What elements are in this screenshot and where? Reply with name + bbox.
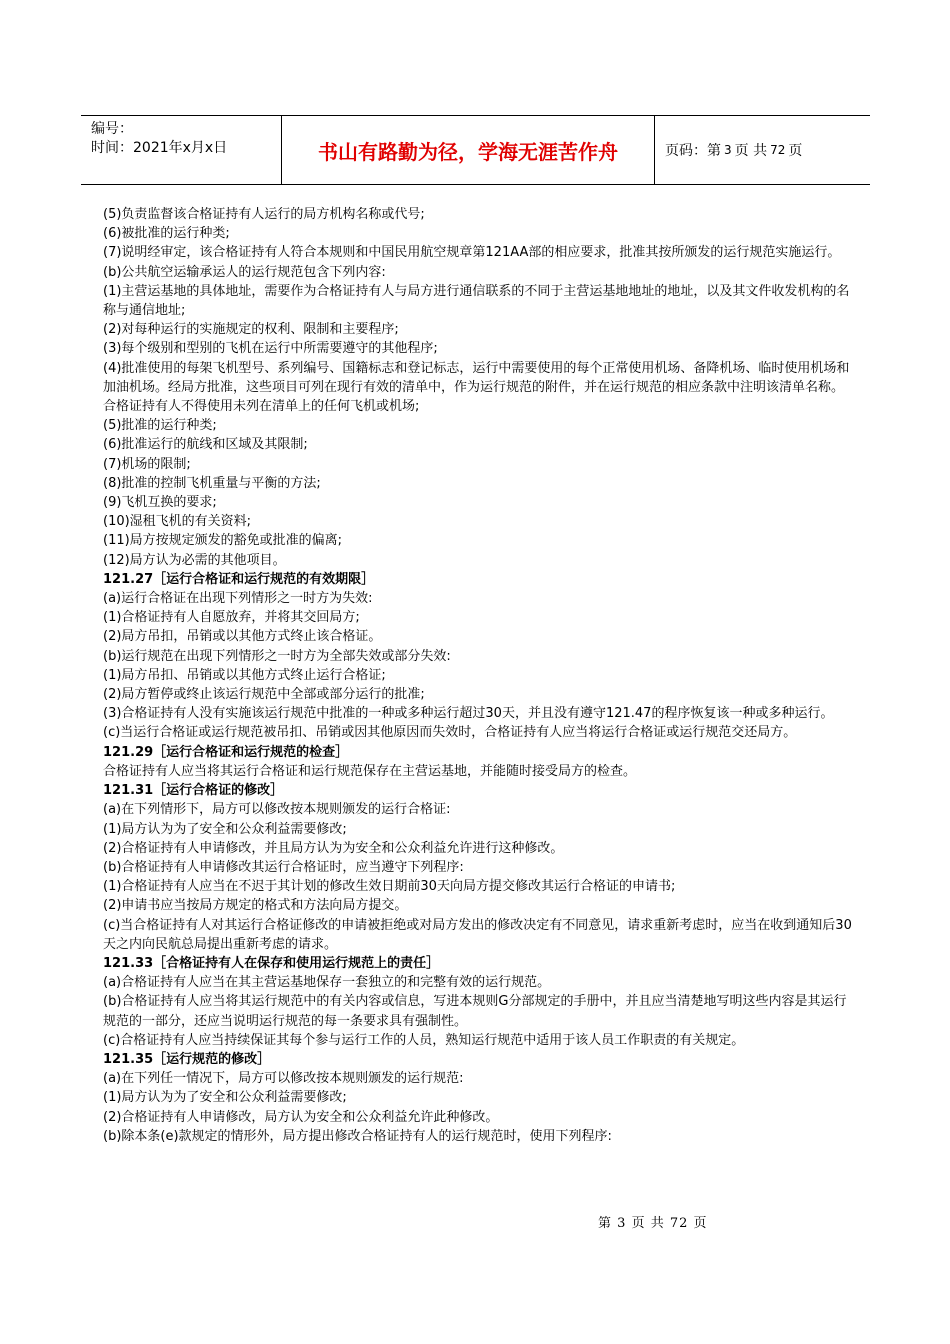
paragraph: (6)被批准的运行种类;	[103, 226, 230, 242]
page-current: 3	[724, 143, 732, 157]
paragraph: (b)合格证持有人应当将其运行规范中的有关内容或信息，写进本规则G分部规定的手册中，并且应当清楚地写明这些内容是其运行规范的一部分，还应当说明运行规范的每一条要求具有强制性。	[103, 994, 847, 1029]
paragraph: (7)说明经审定，该合格证持有人符合本规则和中国民用航空规章第121AA部的相应要求，批准其按所颁发的运行规范实施运行。	[103, 245, 841, 261]
paragraph: (2)合格证持有人申请修改，局方认为安全和公众利益允许此种修改。	[103, 1109, 499, 1125]
paragraph: (2)局方暂停或终止该运行规范中全部或部分运行的批准;	[103, 687, 425, 703]
paragraph: (b)运行规范在出现下列情形之一时方为全部失效或部分失效:	[103, 648, 451, 664]
page-footer	[598, 1212, 708, 1231]
page-prefix: 页码：第	[665, 143, 721, 159]
header-left-cell	[81, 116, 282, 184]
footer-current: 3	[617, 1216, 627, 1231]
page-total: 72	[770, 143, 786, 157]
paragraph: (6)批准运行的航线和区域及其限制;	[103, 437, 308, 453]
page-middle: 页 共	[734, 143, 768, 159]
footer-middle: 页 共	[631, 1216, 665, 1231]
document-number-label: 编号：	[91, 121, 133, 137]
paragraph: (10)湿租飞机的有关资料;	[103, 514, 252, 530]
paragraph: (1)合格证持有人自愿放弃，并将其交回局方;	[103, 610, 360, 626]
paragraph: (5)批准的运行种类;	[103, 418, 217, 434]
paragraph: (1)合格证持有人应当在不迟于其计划的修改生效日期前30天向局方提交修改其运行合格证的申请书;	[103, 879, 676, 895]
section-heading: 121.27［运行合格证和运行规范的有效期限］	[103, 571, 375, 587]
paragraph: (a)在下列情形下，局方可以修改按本规则颁发的运行合格证:	[103, 802, 451, 818]
paragraph: (3)合格证持有人没有实施该运行规范中批准的一种或多种运行超过30天，并且没有遵守121.47的程序恢复该一种或多种运行。	[103, 706, 834, 722]
paragraph: (1)局方吊扣、吊销或以其他方式终止运行合格证;	[103, 667, 386, 683]
header-motto-cell	[282, 116, 655, 184]
paragraph: (2)局方吊扣，吊销或以其他方式终止该合格证。	[103, 629, 382, 645]
header-page-cell	[655, 116, 870, 184]
paragraph: (a)在下列任一情况下，局方可以修改按本规则颁发的运行规范:	[103, 1071, 464, 1087]
paragraph: (12)局方认为必需的其他项目。	[103, 552, 286, 568]
page-suffix: 页	[788, 143, 803, 159]
paragraph: (a)运行合格证在出现下列情形之一时方为失效:	[103, 591, 373, 607]
paragraph: (b)公共航空运输承运人的运行规范包含下列内容:	[103, 264, 386, 280]
section-heading: 121.35［运行规范的修改］	[103, 1051, 271, 1067]
footer-prefix: 第	[598, 1216, 613, 1231]
paragraph: (2)合格证持有人申请修改，并且局方认为为安全和公众利益允许进行这种修改。	[103, 840, 564, 856]
paragraph: 合格证持有人应当将其运行合格证和运行规范保存在主营运基地，并能随时接受局方的检查。	[103, 763, 637, 779]
header-table	[81, 115, 870, 185]
paragraph: (c)合格证持有人应当持续保证其每个参与运行工作的人员，熟知运行规范中适用于该人员工作职责的有关规定。	[103, 1032, 745, 1048]
paragraph: (3)每个级别和型别的飞机在运行中所需要遵守的其他程序;	[103, 341, 438, 357]
paragraph: (b)合格证持有人申请修改其运行合格证时，应当遵守下列程序:	[103, 859, 464, 875]
section-heading: 121.31［运行合格证的修改］	[103, 783, 284, 799]
paragraph: (5)负责监督该合格证持有人运行的局方机构名称或代号;	[103, 207, 425, 222]
paragraph: (1)主营运基地的具体地址，需要作为合格证持有人与局方进行通信联系的不同于主营运基地地址的地址，以及其文件收发机构的名称与通信地址;	[103, 283, 850, 319]
paragraph: (c)当运行合格证或运行规范被吊扣、吊销或因其他原因而失效时，合格证持有人应当将运行合格证或运行规范交还局方。	[103, 725, 797, 741]
paragraph: (9)飞机互换的要求;	[103, 495, 217, 511]
section-heading: 121.29［运行合格证和运行规范的检查］	[103, 744, 349, 760]
paragraph: (2)对每种运行的实施规定的权利、限制和主要程序;	[103, 322, 399, 338]
section-heading: 121.33［合格证持有人在保存和使用运行规范上的责任］	[103, 955, 440, 971]
document-time-label: 时间：2021年x月x日	[91, 140, 228, 156]
motto-text: 书山有路勤为径，学海无涯苦作舟	[318, 139, 618, 164]
document-body	[103, 205, 855, 1146]
paragraph: (a)合格证持有人应当在其主营运基地保存一套独立的和完整有效的运行规范。	[103, 975, 551, 991]
paragraph: (11)局方按规定颁发的豁免或批准的偏离;	[103, 533, 343, 549]
paragraph: (8)批准的控制飞机重量与平衡的方法;	[103, 475, 321, 491]
paragraph: (b)除本条(e)款规定的情形外，局方提出修改合格证持有人的运行规范时，使用下列程序:	[103, 1128, 612, 1144]
paragraph: (2)申请书应当按局方规定的格式和方法向局方提交。	[103, 898, 408, 914]
paragraph: (7)机场的限制;	[103, 456, 191, 472]
paragraph: (1)局方认为为了安全和公众利益需要修改;	[103, 821, 347, 837]
footer-total: 72	[669, 1216, 689, 1231]
paragraph: (c)当合格证持有人对其运行合格证修改的申请被拒绝或对局方发出的修改决定有不同意见，请求重新考虑时，应当在收到通知后30天之内向民航总局提出重新考虑的请求。	[103, 917, 852, 952]
paragraph: (1)局方认为为了安全和公众利益需要修改;	[103, 1090, 347, 1106]
footer-suffix: 页	[693, 1216, 708, 1231]
paragraph: (4)批准使用的每架飞机型号、系列编号、国籍标志和登记标志，运行中需要使用的每个正常使用机场、备降机场、临时使用机场和加油机场。经局方批准，这些项目可列在现行有效的清单中，作为运行规范的附件，并在运行规范的相应条款中注明该清单名称。合格证持有人不得使用未列在清单上的任何飞机或机场;	[103, 360, 850, 415]
